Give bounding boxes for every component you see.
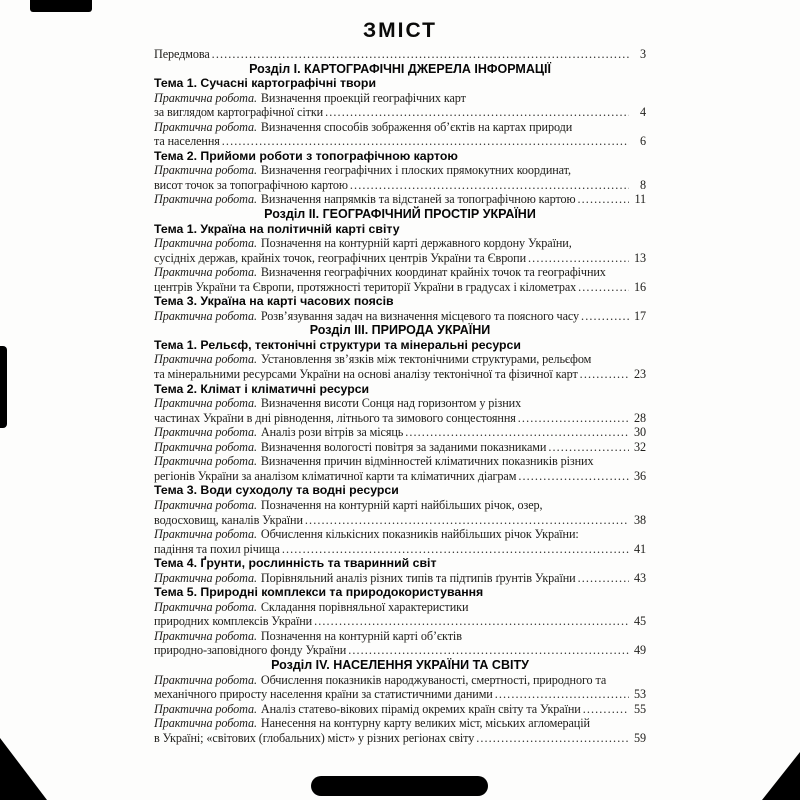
entry-continuation: [154, 280, 646, 295]
work-label: Практична робота.: [154, 192, 257, 207]
work-label: Практична робота.: [154, 497, 257, 512]
dot-leader: [548, 440, 629, 455]
entry-text: Обчислення показників народжуваності, смертності, природного та: [260, 672, 607, 687]
entry-continuation: [154, 643, 646, 658]
dot-leader: [314, 614, 629, 629]
page-number: 43: [634, 570, 646, 585]
entry-text: Розв’язування задач на визначення місцевого та поясного часу: [260, 308, 580, 323]
work-label: Практична робота.: [154, 308, 257, 323]
page-number: 41: [634, 541, 646, 556]
entry-text: природно-заповідного фонду України: [154, 643, 347, 658]
entry-text: Тема 5. Природні комплекси та природокористування: [154, 585, 484, 600]
entry-text: Визначення географічних координат крайніх точок та географічних: [260, 265, 606, 280]
work-entry: [154, 265, 646, 280]
dot-leader: [325, 105, 629, 120]
entry-continuation: [154, 513, 646, 528]
theme-heading: [154, 294, 646, 309]
work-entry: [154, 629, 646, 644]
work-entry: [154, 396, 646, 411]
entry-continuation: [154, 687, 646, 702]
scan-artifact-bottom-right-corner: [762, 752, 800, 800]
dot-leader: [305, 513, 629, 528]
entry-text: Розділ II. ГЕОГРАФІЧНИЙ ПРОСТІР УКРАЇНИ: [264, 207, 536, 222]
page-title: ЗМІСТ: [363, 19, 437, 42]
dot-leader: [282, 542, 629, 557]
entry-text: механічного приросту населення країни за статистичними даними: [154, 687, 493, 702]
entry-text: Розділ I. КАРТОГРАФІЧНІ ДЖЕРЕЛА ІНФОРМАЦІЇ: [249, 61, 551, 76]
dot-leader: [580, 367, 629, 382]
work-label: Практична робота.: [154, 236, 257, 251]
theme-heading: [154, 585, 646, 600]
toc-entry: [154, 47, 646, 62]
work-label: Практична робота.: [154, 265, 257, 280]
work-entry: [154, 600, 646, 615]
work-label: Практична робота.: [154, 628, 257, 643]
work-entry: [154, 163, 646, 178]
scan-artifact-bottom-center-bar: [311, 776, 488, 796]
work-entry: [154, 571, 646, 586]
work-entry: [154, 425, 646, 440]
page-number: 53: [634, 687, 646, 702]
entry-text: Тема 4. Ґрунти, рослинність та тваринний світ: [154, 556, 437, 571]
theme-heading: [154, 556, 646, 571]
entry-text: Тема 1. Сучасні картографічні твори: [154, 76, 376, 91]
entry-text: Тема 1. Рельєф, тектонічні структури та мінеральні ресурси: [154, 337, 521, 352]
page-number: 30: [634, 425, 646, 440]
work-entry: [154, 498, 646, 513]
dot-leader: [578, 571, 629, 586]
theme-heading: [154, 222, 646, 237]
section-heading: [154, 323, 646, 338]
dot-leader: [518, 469, 629, 484]
entry-text: регіонів України за аналізом кліматичної карти та кліматичних діаграм: [154, 468, 517, 483]
dot-leader: [348, 643, 629, 658]
entry-text: Аналіз рози вітрів за місяць: [260, 425, 404, 440]
toc-list: [154, 47, 646, 745]
page-number: 38: [634, 512, 646, 527]
work-label: Практична робота.: [154, 90, 257, 105]
work-label: Практична робота.: [154, 570, 257, 585]
dot-leader: [222, 134, 629, 149]
entry-text: Передмова: [154, 47, 210, 61]
entry-text: Тема 2. Прийоми роботи з топографічною картою: [154, 148, 458, 163]
entry-text: Аналіз статево-вікових пірамід окремих країн світу та України: [260, 701, 581, 716]
work-label: Практична робота.: [154, 527, 257, 542]
work-label: Практична робота.: [154, 672, 257, 687]
entry-text: частинах України в дні рівнодення, літнього та зимового сонцестояння: [154, 410, 516, 425]
entry-text: Тема 3. Води суходолу та водні ресурси: [154, 483, 399, 498]
entry-text: Розділ IV. НАСЕЛЕННЯ УКРАЇНИ ТА СВІТУ: [271, 657, 529, 672]
theme-heading: [154, 382, 646, 397]
work-label: Практична робота.: [154, 352, 257, 367]
entry-continuation: [154, 178, 646, 193]
entry-continuation: [154, 251, 646, 266]
page-number: 55: [634, 701, 646, 716]
entry-text: водосховищ, каналів України: [154, 512, 303, 527]
entry-text: Обчислення кількісних показників найбільших річок України:: [260, 527, 579, 542]
entry-continuation: [154, 411, 646, 426]
dot-leader: [581, 309, 629, 324]
theme-heading: [154, 338, 646, 353]
work-entry: [154, 352, 646, 367]
theme-heading: [154, 149, 646, 164]
entry-text: Тема 2. Клімат і кліматичні ресурси: [154, 381, 370, 396]
entry-text: Порівняльний аналіз різних типів та підтипів ґрунтів України: [260, 570, 576, 585]
work-label: Практична робота.: [154, 425, 257, 440]
entry-text: падіння та похил річища: [154, 541, 280, 556]
entry-continuation: [154, 542, 646, 557]
work-label: Практична робота.: [154, 119, 257, 134]
entry-continuation: [154, 614, 646, 629]
entry-text: Визначення причин відмінностей кліматичних показників різних: [260, 454, 594, 469]
dot-leader: [495, 687, 629, 702]
entry-text: в Україні; «світових (глобальних) міст» у різних регіонах світу: [154, 730, 475, 745]
entry-text: Визначення способів зображення об’єктів на картах природи: [260, 119, 573, 134]
work-entry: [154, 120, 646, 135]
section-heading: [154, 658, 646, 673]
entry-text: Нанесення на контурну карту великих міст, міських агломерацій: [260, 716, 590, 731]
work-entry: [154, 527, 646, 542]
page-number: 36: [634, 468, 646, 483]
page-number: 45: [634, 614, 646, 629]
entry-text: та населення: [154, 134, 220, 149]
entry-continuation: [154, 134, 646, 149]
entry-continuation: [154, 367, 646, 382]
entry-text: Позначення на контурній карті об’єктів: [260, 628, 462, 643]
entry-text: Визначення висоти Сонця над горизонтом у різних: [260, 396, 522, 411]
dot-leader: [583, 702, 629, 717]
page-number: 4: [640, 105, 646, 120]
dot-leader: [518, 411, 629, 426]
entry-text: Тема 3. Україна на карті часових поясів: [154, 294, 394, 309]
scan-artifact-top-left-bar: [30, 0, 92, 12]
entry-text: Позначення на контурній карті найбільших річок, озер,: [260, 497, 543, 512]
entry-continuation: [154, 469, 646, 484]
work-entry: [154, 454, 646, 469]
page-number: 11: [634, 192, 646, 207]
entry-text: Визначення проекцій географічних карт: [260, 90, 466, 105]
dot-leader: [528, 251, 629, 266]
dot-leader: [578, 192, 629, 207]
entry-continuation: [154, 105, 646, 120]
page-number: 8: [640, 177, 646, 192]
work-label: Практична робота.: [154, 701, 257, 716]
entry-text: та мінеральними ресурсами України на основі аналізу тектонічної та фізичної карт: [154, 367, 578, 382]
page-number: 32: [634, 439, 646, 454]
section-heading: [154, 207, 646, 222]
entry-text: природних комплексів України: [154, 614, 313, 629]
page-number: 49: [634, 643, 646, 658]
page-number: 16: [634, 279, 646, 294]
entry-text: Розділ III. ПРИРОДА УКРАЇНИ: [309, 323, 491, 338]
scan-artifact-left-edge-bar: [0, 346, 7, 428]
entry-text: Позначення на контурній карті державного кордону України,: [260, 236, 572, 251]
page-number: 23: [634, 367, 646, 382]
page-number: 59: [634, 730, 646, 745]
theme-heading: [154, 76, 646, 91]
work-label: Практична робота.: [154, 396, 257, 411]
entry-text: Тема 1. Україна на політичній карті світу: [154, 221, 400, 236]
page-number: 13: [634, 250, 646, 265]
entry-continuation: [154, 731, 646, 746]
entry-text: Визначення напрямків та відстаней за топографічною картою: [260, 192, 576, 207]
entry-text: Визначення географічних і плоских прямокутних координат,: [260, 163, 571, 178]
work-entry: [154, 673, 646, 688]
entry-text: центрів України та Європи, протяжності території України в градусах і кілометрах: [154, 279, 577, 294]
dot-leader: [350, 178, 629, 193]
section-heading: [154, 62, 646, 77]
entry-text: Установлення зв’язків між тектонічними структурами, рельєфом: [260, 352, 592, 367]
work-label: Практична робота.: [154, 716, 257, 731]
work-label: Практична робота.: [154, 454, 257, 469]
dot-leader: [212, 47, 629, 62]
dot-leader: [578, 280, 629, 295]
work-entry: [154, 440, 646, 455]
work-entry: [154, 91, 646, 106]
work-label: Практична робота.: [154, 599, 257, 614]
entry-text: за виглядом картографічної сітки: [154, 105, 324, 120]
work-entry: [154, 702, 646, 717]
page-number: 28: [634, 410, 646, 425]
work-entry: [154, 236, 646, 251]
page-number: 17: [634, 308, 646, 323]
work-entry: [154, 309, 646, 324]
dot-leader: [405, 425, 629, 440]
work-entry: [154, 192, 646, 207]
work-entry: [154, 716, 646, 731]
entry-text: Визначення вологості повітря за заданими показниками: [260, 439, 547, 454]
entry-text: Складання порівняльної характеристики: [260, 599, 469, 614]
scan-artifact-bottom-left-corner: [0, 738, 47, 800]
entry-text: висот точок за топографічною картою: [154, 177, 348, 192]
dot-leader: [476, 731, 629, 746]
work-label: Практична робота.: [154, 163, 257, 178]
theme-heading: [154, 483, 646, 498]
page-number: 6: [640, 134, 646, 149]
entry-text: сусідніх держав, крайніх точок, географічних центрів України та Європи: [154, 250, 527, 265]
work-label: Практична робота.: [154, 439, 257, 454]
page-number: 3: [640, 47, 646, 61]
